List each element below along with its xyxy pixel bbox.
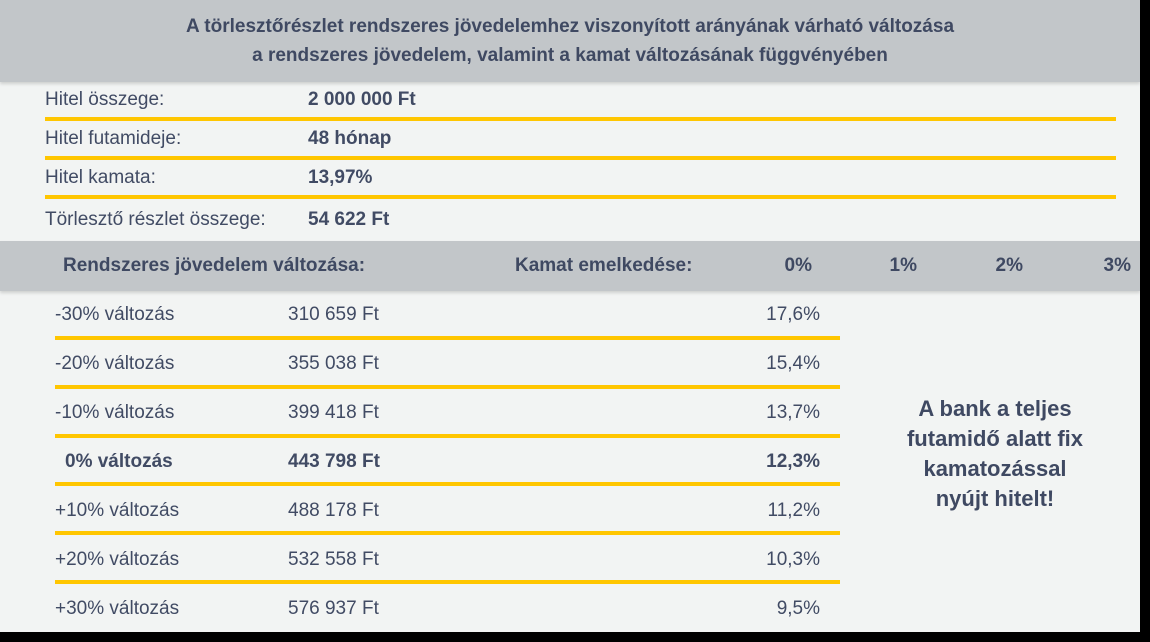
ratio-0-cell: 9,5% bbox=[776, 597, 820, 619]
rate-column-3: 3% bbox=[1103, 255, 1131, 276]
rate-column-1: 1% bbox=[889, 255, 917, 276]
income-amount-cell: 532 558 Ft bbox=[288, 548, 379, 570]
loan-installment-row bbox=[45, 199, 1116, 241]
fixed-rate-note-line-4: nyújt hitelt! bbox=[935, 486, 1055, 511]
rate-column-0: 0% bbox=[784, 255, 812, 276]
income-amount-cell: 355 038 Ft bbox=[288, 353, 379, 375]
fixed-rate-note-line-2: futamidő alatt fix bbox=[906, 426, 1083, 451]
income-amount-cell: 488 178 Ft bbox=[288, 499, 379, 521]
income-change-cell: -20% változás bbox=[55, 353, 175, 375]
table-row-minus30 bbox=[0, 291, 1140, 340]
ratio-0-cell: 12,3% bbox=[766, 451, 820, 472]
loan-installment-label: Törlesztő részlet összege: bbox=[45, 209, 266, 230]
loan-amount-label: Hitel összege: bbox=[45, 88, 165, 110]
table-row-plus20 bbox=[0, 535, 1140, 584]
income-amount-cell: 576 937 Ft bbox=[288, 597, 379, 619]
income-change-cell: -10% változás bbox=[55, 402, 175, 424]
income-amount-cell: 399 418 Ft bbox=[288, 402, 379, 424]
fixed-rate-note-line-1: A bank a teljes bbox=[918, 396, 1072, 421]
income-change-cell: +30% változás bbox=[55, 597, 180, 619]
loan-amount-row bbox=[45, 82, 1116, 121]
loan-details-section bbox=[0, 82, 1140, 241]
ratio-0-cell: 10,3% bbox=[766, 548, 820, 570]
ratio-0-cell: 13,7% bbox=[766, 402, 820, 424]
page-title-line-2: a rendszeres jövedelem, valamint a kamat változásának függvényében bbox=[252, 45, 888, 66]
income-change-cell: -30% változás bbox=[55, 304, 175, 326]
ratio-0-cell: 11,2% bbox=[767, 499, 820, 521]
fixed-rate-note-line-3: kamatozással bbox=[923, 456, 1067, 481]
rate-column-2: 2% bbox=[995, 255, 1023, 276]
title-band bbox=[0, 0, 1140, 82]
loan-rate-row bbox=[45, 160, 1116, 199]
loan-rate-label: Hitel kamata: bbox=[45, 166, 156, 188]
ratio-0-cell: 15,4% bbox=[766, 353, 820, 375]
rate-increase-header: Kamat emelkedése: bbox=[515, 255, 693, 276]
loan-term-label: Hitel futamideje: bbox=[45, 127, 182, 149]
table-header-band bbox=[0, 241, 1140, 291]
income-amount-cell: 443 798 Ft bbox=[288, 451, 380, 472]
income-change-header: Rendszeres jövedelem változása: bbox=[63, 255, 366, 276]
loan-installment-value: 54 622 Ft bbox=[308, 209, 390, 230]
table-row-minus20 bbox=[0, 340, 1140, 389]
loan-term-row bbox=[45, 121, 1116, 160]
ratio-0-cell: 17,6% bbox=[766, 304, 820, 326]
loan-term-value: 48 hónap bbox=[308, 127, 392, 149]
page-title-line-1: A törlesztőrészlet rendszeres jövedelemhez viszonyított arányának várható változása bbox=[185, 16, 955, 37]
income-change-cell: 0% változás bbox=[65, 451, 173, 472]
table-row-plus30 bbox=[0, 584, 1140, 633]
income-amount-cell: 310 659 Ft bbox=[288, 304, 379, 326]
loan-amount-value: 2 000 000 Ft bbox=[308, 88, 416, 110]
fixed-rate-note bbox=[858, 394, 1132, 514]
loan-rate-value: 13,97% bbox=[308, 166, 373, 188]
income-change-cell: +20% változás bbox=[55, 548, 180, 570]
income-change-cell: +10% változás bbox=[55, 499, 180, 521]
